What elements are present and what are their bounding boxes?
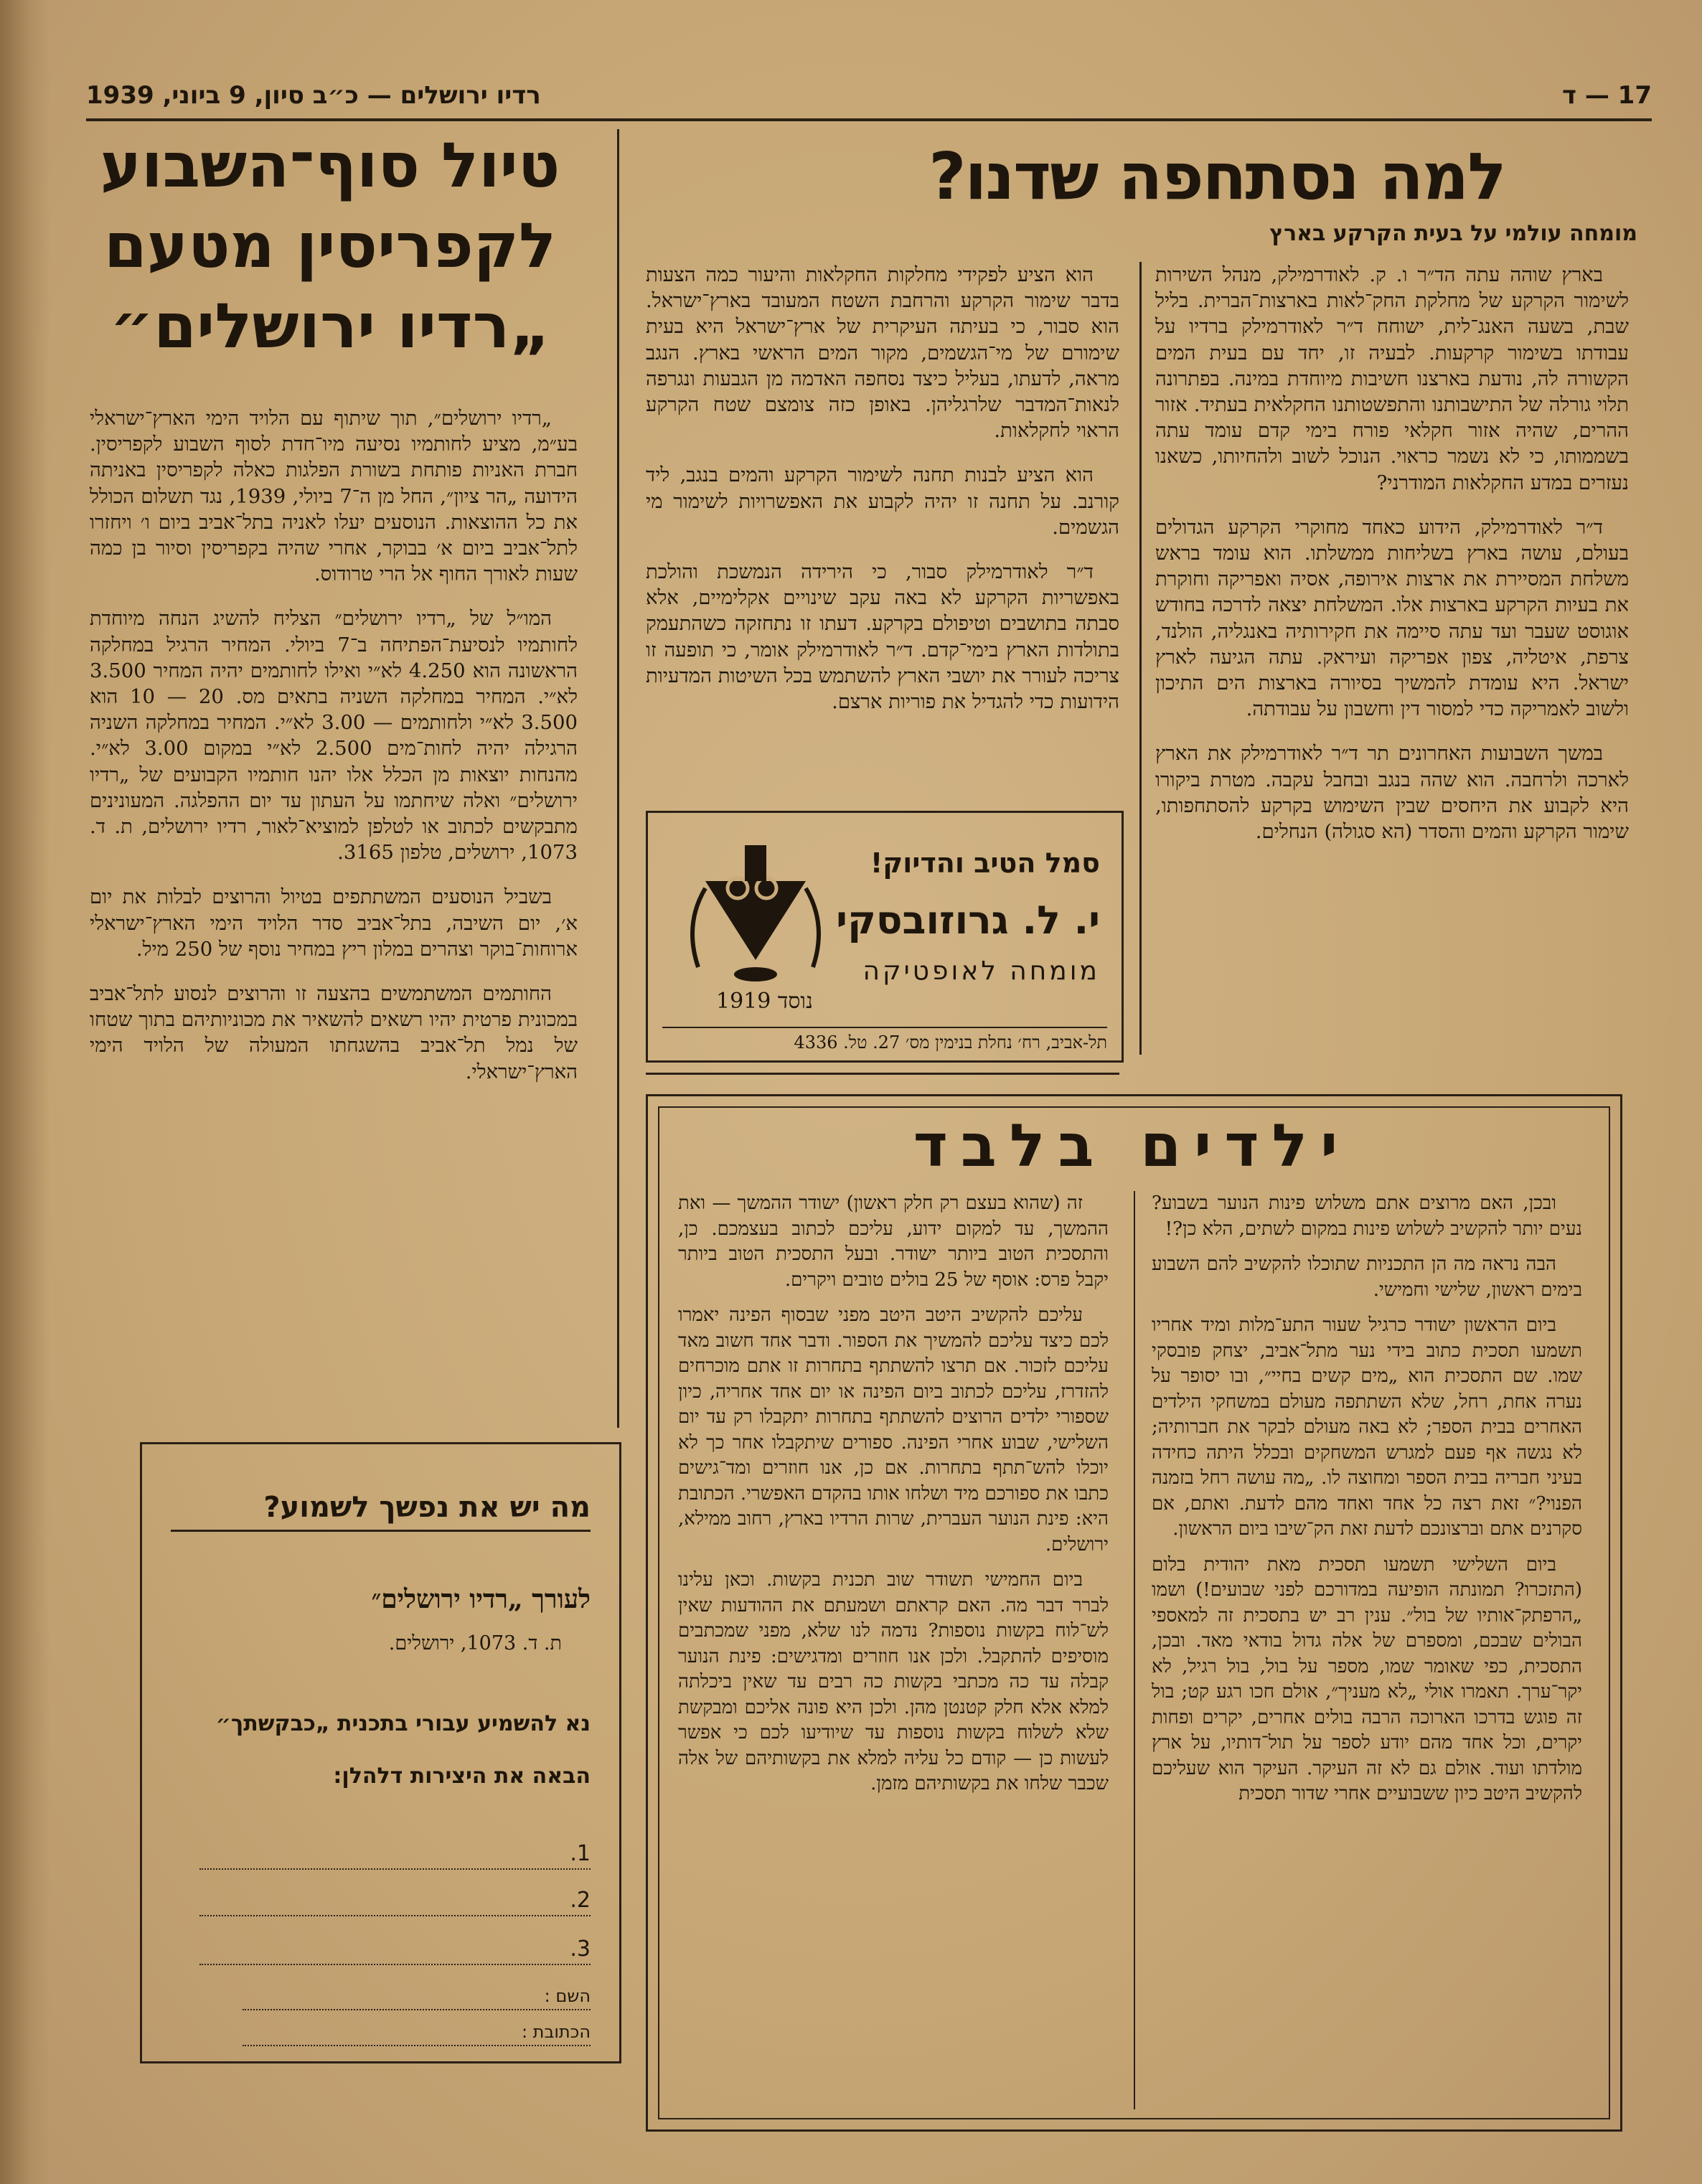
- song-request-form: [140, 1442, 621, 2063]
- paragraph: במשך השבועות האחרונים תר ד״ר לאודרמילק את הארץ לארכה ולרחבה. הוא שהה בנגב ובחבל עקבה. מטרת ביקורו היא לקבוע את היחסים שבין השימוש בקרקע להסתחפותו, שימור הקרקע והמים והסדר (הא סגולה) הנחלים.: [1155, 742, 1629, 844]
- paragraph: עליכם להקשיב היטב היטב מפני שבסוף הפינה יאמרו לכם כיצד עליכם להמשיך את הספור. ודבר אחד חשוב מאד עליכם לזכור. אם תרצו להשתתף בתחרות זו אתם מוכרחים להזדרז, עליכם לכתוב ביום הפינה או יום אחד אחריה, כיון שספורי ילדים הרוצים להשתתף בתחרות יתקבלו רק עד יום השלישי, שבוע אחרי הפינה. ספורים שיתקבלו אחר כך לא יוכלו להש־תתף בתחרות. אם כן, אנו חוזרים ומד־גישים כתבו את ספורכם מיד ושלחו אותו בהקדם האפשרי. הכתובת היא: פינת הנוער העברית, שרות הרדיו בארץ, רחוב ממילא, ירושלים.: [678, 1304, 1109, 1555]
- page-header: [86, 68, 1652, 121]
- paragraph: ביום השלישי תשמעו תסכית מאת יהודית בלום (התזכרו? תמונתה הופיעה במדורכם לפני שבועים!) ושמו „הרפתק־אותיו של בול״. ענין רב יש בתסכית זה למאספי הבולים שבכם, ומספרם של אלה גדול בודאי מאד. ובכן, התסכית, כפי שאומר שמו, מספר על בול, בול רגיל, לא יקר־ערך. תאמרו אולי „לא מעניך״, אולם חכו רגע קט; בול זה פוגש בדרכו הארוכה הרבה בולים אחרים, יקרים ופחות יקרים, וכל אחד מהם יודע לספר על תול־דותיו, על ארץ מולדתו ועוד. אולם גם לא זה העיקר. העיקר הוא שעליכם להקשיב היטב כיון ששבועיים אחרי שדור תסכית: [1152, 1553, 1582, 1804]
- form-address-line: ת. ד. 1073, ירושלים.: [388, 1632, 562, 1655]
- article-kids-column-left: [678, 1191, 1109, 1807]
- torn-left-edge: [0, 0, 50, 2184]
- article-soil-column-left: [646, 262, 1119, 733]
- column-divider: [1139, 262, 1142, 1055]
- paragraph: בארץ שוהה עתה הד״ר ו. ק. לאודרמילק, מנהל השירות לשימור הקרקע של מחלקת החק־לאות בארצות־הברית. בליל שבת, בשעה האנג־לית, ישוחח ד״ר לאודרמילק ברדיו על עבודתו בשימור קרקעות. לבעיה זו, יחד עם בעית המים הקשורה לה, נודעת בארצנו חשיבות מיוחדת במינה. בפתרונה תלוי גורלה של התישבותנו והתפשטותנו החקלאית בעתיד. אזור ההרים, שהיה אזור חקלאי פורח בימי קדם עומד עתה בשממותו, כי לא נשמר כראוי. הנוכל לשוב ולהחיותו, כשאנו נעזרים במדע החקלאות המודרני?: [1155, 263, 1629, 494]
- article-cyprus-body: [90, 405, 578, 1103]
- column-divider: [1134, 1191, 1135, 2109]
- form-item-3-field[interactable]: 3.: [199, 1938, 591, 1965]
- optician-advertisement: [646, 811, 1124, 1063]
- paragraph: ביום החמישי תשודר שוב תכנית בקשות. וכאן עלינו לברר דבר מה. האם קראתם ושמעתם את ההודעות שאין לש־לוח בקשות נוספות? נדמה לנו שלא, מפני שמכתבים מוסיפים להתקבל. ולכן אנו חוזרים ומדגישים: פינת הנוער קבלה עד כה מכתבי בקשות כה רבים עד שאין ביכלתה למלא אלא חלק קטנטן מהן. ולכן היא פונה אליכם ומבקשת שלא לשלוח בקשות נוספות עד שיודיעו לכם כי אפשר לעשות כן — קודם כל עליה למלא את בקשותיהם של אלה שכבר שלחו את בקשותיהם מזמן.: [678, 1569, 1109, 1794]
- paragraph: הוא הציע לבנות תחנה לשימור הקרקע והמים בנגב, ליד קורנב. על תחנה זו יהיה לקבוע את האפשרויות לשימור מי הגשמים.: [646, 463, 1119, 539]
- paragraph: החותמים המשתמשים בהצעה זו והרוצים לנסוע לתל־אביב במכונית פרטית יהיו רשאים להשאיר את מכוניותיהם בתוך שטחו של נמל תל־אביב בהשגחתו המעולה של הלויד הימי הארץ־ישראלי.: [90, 982, 578, 1083]
- ad-slogan: סמל הטיב והדיוק!: [870, 847, 1100, 879]
- paragraph: ד״ר לאודרמילק, הידוע כאחד מחוקרי הקרקע הגדולים בעולם, עושה בארץ בשליחות ממשלתו. הוא עומד בראש משלחת המסיירת את ארצות אירופה, אסיה ואפריקה וחוקרת את בעיות הקרקע בארצות אלו. המשלחת יצאה לדרכה בחודש אוגוסט שעבר ועד עתה סיימה את חקירותיה באנגליה, הולנד, צרפת, איטליה, צפון אפריקה ועיראק. עתה הגיעה לארץ ישראל. היא עומדת להמשיך בסיורה בארצות הים התיכון ולשוב לאמריקה כדי למסור דין וחשבון על עבודתה.: [1155, 515, 1629, 721]
- article-kids-column-right: [1152, 1191, 1582, 1817]
- form-title: מה יש את נפשך לשמוע?: [171, 1491, 591, 1532]
- eyeglasses-emblem-icon: [677, 838, 834, 989]
- paragraph: הבה נראה מה הן התכניות שתוכלו להקשיב להם השבוע בימים ראשון, שלישי וחמישי.: [1152, 1253, 1582, 1301]
- divider: [646, 1073, 1119, 1075]
- article-cyprus-title: טיול סוף־השבוע לקפריסין מטעם „רדיו ירושלים״: [100, 130, 560, 362]
- page-number: 17 — ד: [1562, 81, 1652, 110]
- form-to-line: לעורך „רדיו ירושלים״: [371, 1584, 591, 1614]
- ad-brand-name: י. ל. גרוזובסקי: [836, 898, 1100, 943]
- paragraph: זה (שהוא בעצם רק חלק ראשון) ישודר ההמשך — ואת ההמשך, עד למקום ידוע, עליכם לכתוב בעצמכם. כן, והתסכית הטוב ביותר ישודר. ובעל התסכית הטוב ביותר יקבל פרס: אוסף של 25 בולים טובים ויקרים.: [678, 1192, 1109, 1291]
- form-item-1-field[interactable]: 1.: [199, 1842, 591, 1870]
- form-item-2-field[interactable]: 2.: [199, 1889, 591, 1916]
- article-soil-title: למה נסתחפה שדנו?: [928, 139, 1505, 215]
- ad-established: נוסד 1919: [716, 989, 813, 1014]
- form-following-line: הבאה את היצירות דלהלן:: [333, 1764, 591, 1789]
- form-name-field[interactable]: השם :: [243, 1986, 591, 2010]
- form-request-line: נא להשמיע עבורי בתכנית „כבקשתך״: [215, 1711, 591, 1736]
- ad-tagline: מומחה לאופטיקה: [862, 956, 1100, 986]
- paragraph: המו״ל של „רדיו ירושלים״ הצליח להשיג הנחה מיוחדת לחותמיו לנסיעת־הפתיחה ב־7 ביולי. המחיר הרגיל במחלקה הראשונה הוא 4.250 לא״י ואילו לחותמים יהיה המחיר 3.500 לא״י. המחיר במחלקה השניה בתאים מס. 20 — 10 הוא 3.500 לא״י ולחותמים — 3.00 לא״י. המחיר במחלקה השניה הרגילה יהיה לחות־מים 2.500 לא״י במקום 3.00 לא״י. מהנחות יוצאות מן הכלל אלו יהנו חותמיו הקבועים של „רדיו ירושלים״ ואלה שיחתמו על העתון עד יום ההפלגה. המעונינים מתבקשים לכתוב או לטלפן למוציא־לאור, רדיו ירושלים, ת. ד. 1073, ירושלים, טלפון 3165.: [90, 607, 578, 865]
- paragraph: „רדיו ירושלים״, תוך שיתוף עם הלויד הימי הארץ־ישראלי בע״מ, מציע לחותמיו נסיעה מיו־חדת לסוף השבוע לקפריסין. חברת האניות פותחת בשורת הפלגות כאלה לקפריסין באניתה הידועה „הר ציון״, החל מן ה־7 ביולי, 1939, נגד תשלום הכולל את כל ההוצאות. הנוסעים יעלו לאניה בתל־אביב ביום ו׳ ויחזרו לתל־אביב ביום א׳ בבוקר, אחרי שהיה בקפריסין וסיור בן כמה שעות לאורך החוף אל הרי טרודוס.: [90, 407, 578, 586]
- dateline: רדיו ירושלים — כ״ב סיון, 9 ביוני, 1939: [86, 81, 541, 110]
- paragraph: ד״ר לאודרמילק סבור, כי הירידה הנמשכת והולכת באפשריות הקרקע לא באה עקב שינויים אקלימיים, אלא סבתה בתושבים וטיפולם בקרקע. דעתו זו נתחזקה כשהתעמק בתולדות הארץ בימי־קדם. ד״ר לאודרמילק אומר, כי תופעה זו צריכה לעורר את יושבי הארץ להשתמש בכל השיטות המדעיות הידועות כדי להגדיל את פוריות ארצם.: [646, 560, 1119, 714]
- form-address-field[interactable]: הכתובת :: [243, 2022, 591, 2046]
- article-soil-column-right: [1155, 262, 1629, 863]
- paragraph: הוא הציע לפקידי מחלקות החקלאות והיעור כמה הצעות בדבר שימור הקרקע והרחבת השטח המעובד בארץ־ישראל. הוא סבור, כי בעיתה העיקרית של ארץ־ישראל היא בעית שימורם של מי־הגשמים, מקור המים הראשי בארץ. הנגב מראה, לדעתו, בעליל כיצד נסחפה האדמה מן הגבעות ונגרפה לנאות־המדבר שלרגליהן. באופן כזה צומצם שטח הקרקע הראוי לחקלאות.: [646, 263, 1119, 443]
- paragraph: ובכן, האם מרוצים אתם משלוש פינות הנוער בשבוע? נעים יותר להקשיב לשלוש פינות במקום לשתים, הלא כן?!: [1152, 1192, 1582, 1240]
- ad-address: תל-אביב, רח׳ נחלת בנימין מס׳ 27. טל. 4336: [662, 1027, 1107, 1053]
- column-divider: [617, 129, 619, 1428]
- article-kids-title: ילדים בלבד: [913, 1112, 1351, 1180]
- paragraph: בשביל הנוסעים המשתתפים בטיול והרוצים לבלות את יום א׳, יום השיבה, בתל־אביב סדר הלויד הימי הארץ־ישראלי ארוחות־בוקר וצהרים במלון ריץ במחיר נוסף של 250 מיל.: [90, 885, 578, 961]
- paragraph: ביום הראשון ישודר כרגיל שעור התע־מלות ומיד אחריו תשמעו תסכית כתוב בידי נער מתל־אביב, יצחק פובסקי שמו. שם התסכית הוא „מים קשים בחיי״, ובו יסופר על נערה אחת, רחל, שלא השתתפה מעולם במשחקי הילדים האחרים בבית הספר; לא באה מעולם לבקר את חברותיה; לא נגשה אף פעם למגרש המשחקים ובכלל היתה כחידה בעיני חבריה בבית הספר ומחוצה לו. „מה עושה רחל בזמנה הפנוי?״ זאת רצה כל אחד ואחד מהם לדעת. ואתם, אם סקרנים אתם וברצונכם לדעת זאת הק־שיבו ביום הראשון.: [1152, 1314, 1582, 1540]
- article-soil-subtitle: מומחה עולמי על בעית הקרקע בארץ: [1269, 221, 1637, 246]
